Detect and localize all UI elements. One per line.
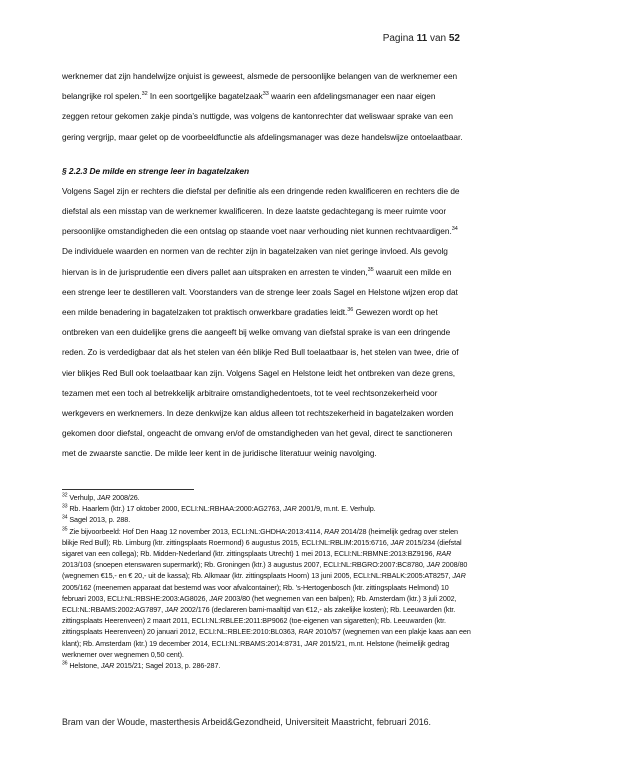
footnote-italic: JAR xyxy=(304,638,318,648)
page-mid: van xyxy=(429,33,447,44)
footnote-italic: JAR xyxy=(390,537,404,547)
footnote-italic: JAR xyxy=(426,560,440,570)
footnote-text: 2001/9, m.nt. E. Verhulp. xyxy=(296,504,376,514)
footnote-italic: RAR xyxy=(436,549,452,559)
footnote-ref-33[interactable]: 33 xyxy=(262,91,269,98)
footnote-32 xyxy=(62,492,472,503)
footnote-number: 33 xyxy=(62,503,68,510)
page-total: 52 xyxy=(448,33,460,44)
body-text xyxy=(62,66,464,464)
paragraph-2-text-2: De individuele waarden en normen van de rechter zijn in bagatelzaken van niet geringe invloed. Als gevolg hiervan is in de jurisprudentie een divers pallet aan uitspraken en arresten te vinden, xyxy=(62,246,448,277)
footnote-text: 2015/21, m.nt. Helstone (heimelijk gedrag werknemer over wegnemen 0,50 cent). xyxy=(62,638,450,659)
footnote-italic: JAR xyxy=(100,661,115,671)
footnote-ref-34[interactable]: 34 xyxy=(451,226,458,233)
footnote-text: 2002/176 (declareren bami-maaltijd van €12,- als zakelijke kosten); Rb. Leeuwarden (ktr. zittingsplaats Heerenveen) 2 maart 2011, ECLI:NL:RBLEE:2011:BP9062 (toe-eigenen van sigaretten); Rb. Leeuwarden (ktr. zittingsplaats Heerenveen) 20 januari 2012, ECLI:NL:RBLEE:2010:BL0363, xyxy=(62,605,456,637)
page-current: 11 xyxy=(416,33,428,44)
footnote-number: 34 xyxy=(62,515,68,522)
paragraph-2-text-4: Gewezen wordt op het ontbreken van een duidelijke grens die aangeeft bij welke omvang van diefstal sprake is van een dringende reden. Zo is verdedigbaar dat als het stelen van één blikje Red Bull toelaatbaar is, het stelen van twee, drie of vier blikjes Red Bull ook toelaatbaar kan zijn. Volgens Sagel en Helstone leidt het ontbreken van deze grens, tezamen met een toch al betrekkelijk arbitraire omstandighedentoets, tot te veel rechtsonzekerheid voor werkgevers en werknemers. In deze denkwijze kan aldus alleen tot rechtszekerheid in bagatelzaken worden gekomen door diefstal, ongeacht de omvang en/of de omstandigheden van het geval, direct te sanctioneren met de zwaarste sanctie. De milde leer kent in de juridische literatuur weinig navolging. xyxy=(62,307,459,459)
page-prefix: Pagina xyxy=(382,33,414,44)
footnote-36 xyxy=(62,660,472,671)
paragraph-2-text: Volgens Sagel zijn er rechters die diefstal per definitie als een dringende reden kwalificeren en rechters die de diefstal als een misstap van de werknemer kwalificeren. In deze laatste gedachtegang is meer ruimte voor persoonlijke omstandigheden die een ontslag op staande voet naar verhouding niet kunnen rechtvaardigen. xyxy=(62,185,460,237)
footnote-text: Helstone, xyxy=(67,661,101,671)
paragraph-2 xyxy=(62,181,464,464)
footnote-text: Rb. Haarlem (ktr.) 17 oktober 2000, ECLI:NL:RBHAA:2000:AG2763, xyxy=(67,504,284,514)
footnote-number: 36 xyxy=(62,660,68,667)
footnote-italic: JAR xyxy=(164,605,179,615)
footnotes xyxy=(62,492,472,671)
footnote-text: Sagel 2013, p. 288. xyxy=(67,515,131,525)
footnote-34 xyxy=(62,514,472,525)
footnote-ref-32[interactable]: 32 xyxy=(141,91,148,98)
footnote-separator xyxy=(62,489,194,490)
footnote-italic: JAR xyxy=(96,493,111,502)
footnote-number: 32 xyxy=(62,492,68,499)
footnote-text: 2008/26. xyxy=(110,493,140,502)
section-heading: § 2.2.3 De milde en strenge leer in bagatelzaken xyxy=(62,165,250,176)
footnote-text: 2013/103 (snoepen etenswaren supermarkt); Rb. Groningen (ktr.) 3 augustus 2007, ECLI:NL:RBGRO:2007:BC8780, xyxy=(62,560,427,570)
footnote-text: 2003/80 (het wegnemen van een balpen); Rb. Amsterdam (ktr.) 3 juli 2002, ECLI:NL:RBAMS:2002:AG7897, xyxy=(62,593,457,615)
footnote-ref-35[interactable]: 35 xyxy=(367,266,374,273)
footnote-text: 2014/28 (heimelijk gedrag over stelen blikje Red Bull); Rb. Limburg (ktr. zittingsplaats Roermond) 6 augustus 2015, ECLI:NL:RBLIM:2015:6716, xyxy=(62,526,458,547)
footnote-italic: JAR xyxy=(209,593,223,603)
footnote-text: 2008/80 (wegnemen €15,- en € 20,- uit de kassa); Rb. Alkmaar (ktr. zittingsplaats Hoorn) 13 juni 2005, ECLI:NL:RBALK:2005:AT8257, xyxy=(62,560,468,581)
footnote-35 xyxy=(62,526,472,660)
paragraph-2-text-3: waaruit een milde en een strenge leer te destilleren valt. Voorstanders van de strenge leer zoals Sagel en Helstone wijzen erop dat een milde benadering in bagatelzaken tot praktisch onwerkbare gradaties leidt. xyxy=(62,266,458,318)
footnote-text: 2015/234 (diefstal sigaret van een collega); Rb. Midden-Nederland (ktr. zittingsplaats Utrecht) 1 mei 2013, ECLI:NL:RBMNE:2013:BZ9196, xyxy=(62,537,462,559)
footnote-33 xyxy=(62,503,472,514)
paragraph-1 xyxy=(62,66,464,147)
footnote-text: 2015/21; Sagel 2013, p. 286-287. xyxy=(114,661,221,671)
footnote-text: Zie bijvoorbeeld: Hof Den Haag 12 november 2013, ECLI:NL:GHDHA:2013:4114, xyxy=(67,526,325,536)
footnote-italic: JAR xyxy=(283,504,297,514)
footnote-text: 2010/57 (wegnemen van een plakje kaas aan een klant); Rb. Amsterdam (ktr.) 19 december 2014, ECLI:NL:RBAMS:2014:8731, xyxy=(62,627,471,648)
page-footer: Bram van der Woude, masterthesis Arbeid&Gezondheid, Universiteit Maastricht, februari 2016. xyxy=(62,717,431,727)
footnote-italic: RAR xyxy=(298,627,314,637)
paragraph-1-text: werknemer dat zijn handelwijze onjuist is geweest, alsmede de persoonlijke belangen van de werknemer een belangrijke rol spelen. xyxy=(62,71,458,102)
footnote-text: Verhulp, xyxy=(67,493,97,502)
footnote-ref-36[interactable]: 36 xyxy=(347,307,354,314)
footnote-text: 2005/162 (meenemen apparaat dat bestemd was voor afvalcontainer); Rb. ’s-Hertogenbosch (ktr. zittingsplaats Helmond) 10 februari 2003, ECLI:NL:RBSHE:2003:AG8026, xyxy=(62,582,449,603)
footnote-italic: JAR xyxy=(452,571,466,581)
footnote-italic: RAR xyxy=(324,526,340,536)
paragraph-1-text-3: waarin een afdelingsmanager een naar eigen zeggen retour gekomen zakje pinda’s nuttigde, was volgens de kantonrechter dat weliswaar sprake van een gering vergrijp, maar gelet op de voorbeeldfunctie als afdelingsmanager was deze handelswijze ontoelaatbaar. xyxy=(62,91,463,142)
paragraph-1-text-2: In een soortgelijke bagatelzaak xyxy=(147,91,263,102)
footnote-number: 35 xyxy=(62,526,68,533)
page-number xyxy=(383,33,460,44)
